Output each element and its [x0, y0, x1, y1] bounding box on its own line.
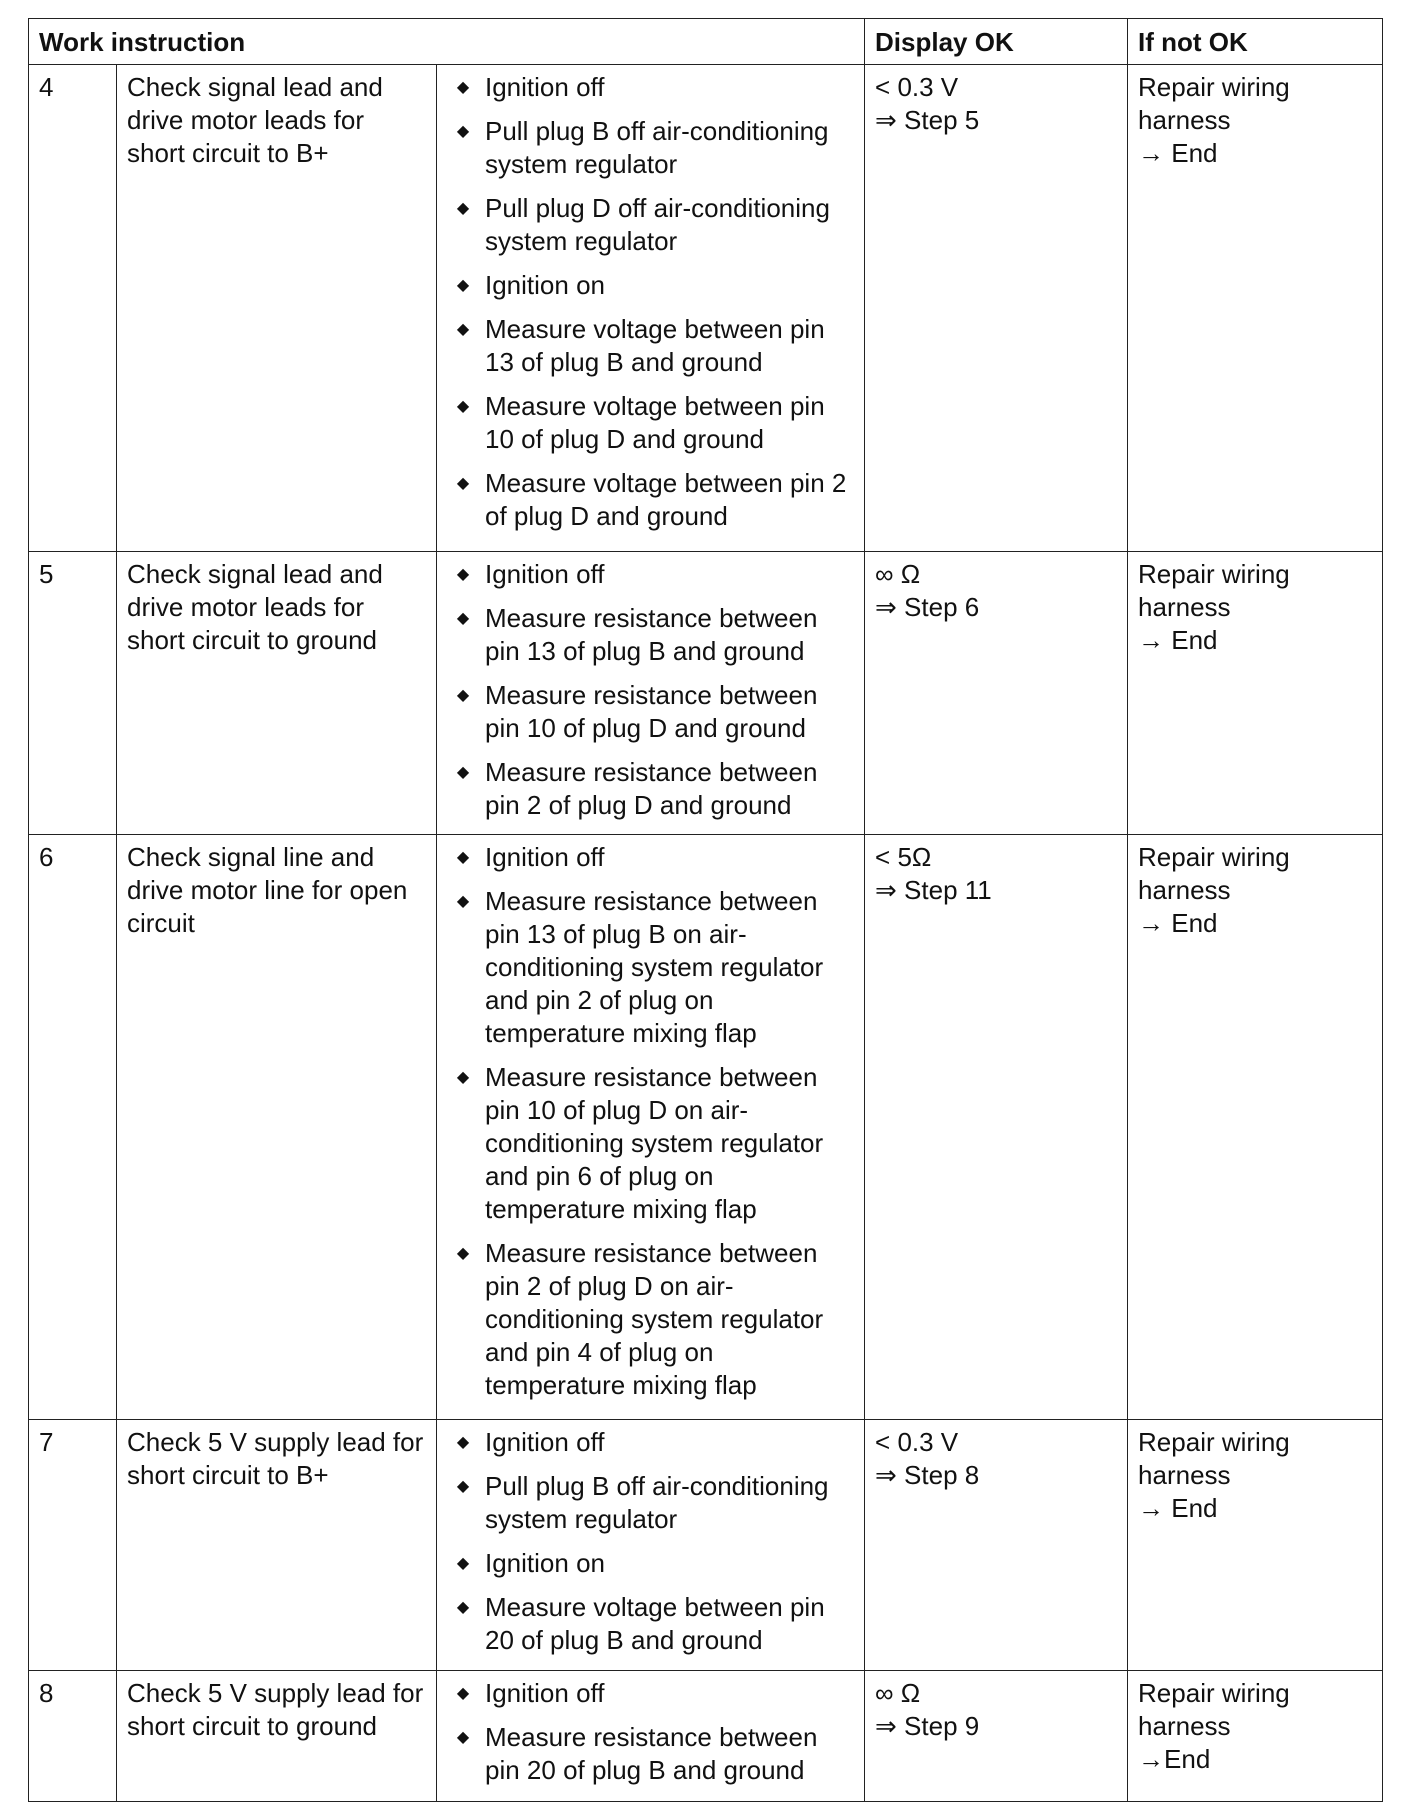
action-text: Pull plug B off air-conditioning system regulator [485, 116, 829, 179]
diamond-bullet-icon: ◆ [456, 849, 470, 866]
list-item [447, 602, 854, 668]
table-header-row [29, 19, 1383, 65]
action-text: Ignition off [485, 1427, 605, 1457]
list-item [447, 390, 854, 456]
if-not-ok-cell [1128, 1671, 1383, 1802]
header-display-ok: Display OK [865, 19, 1128, 65]
ok-next-step: ⇒ Step 8 [875, 1460, 980, 1490]
list-item [447, 1237, 854, 1402]
list-item [447, 679, 854, 745]
action-text: Ignition on [485, 270, 605, 300]
if-not-ok-cell [1128, 835, 1383, 1420]
list-item [447, 269, 854, 302]
ok-next-step: ⇒ Step 9 [875, 1711, 980, 1741]
action-text: Measure voltage between pin 2 of plug D and ground [485, 468, 847, 531]
action-list [447, 1426, 854, 1657]
diamond-bullet-icon: ◆ [456, 321, 470, 338]
diamond-bullet-icon: ◆ [456, 398, 470, 415]
step-description: Check 5 V supply lead for short circuit to B+ [117, 1420, 437, 1671]
action-list [447, 558, 854, 822]
list-item [447, 1547, 854, 1580]
not-ok-action: Repair wiring harness [1138, 559, 1290, 622]
action-text: Measure resistance between pin 20 of plug B and ground [485, 1722, 818, 1785]
table-body [29, 65, 1383, 1802]
step-description: Check signal lead and drive motor leads for short circuit to ground [117, 552, 437, 835]
step-description: Check signal lead and drive motor leads for short circuit to B+ [117, 65, 437, 552]
action-list [447, 841, 854, 1402]
not-ok-next: → End [1138, 625, 1218, 655]
display-ok-cell [865, 1671, 1128, 1802]
list-item [447, 71, 854, 104]
action-list [447, 1677, 854, 1787]
list-item [447, 558, 854, 591]
step-description: Check signal line and drive motor line for open circuit [117, 835, 437, 1420]
not-ok-action: Repair wiring harness [1138, 1427, 1290, 1490]
diamond-bullet-icon: ◆ [456, 1555, 470, 1572]
not-ok-next: → End [1138, 908, 1218, 938]
action-text: Pull plug B off air-conditioning system regulator [485, 1471, 829, 1534]
ok-value: ∞ Ω [875, 559, 921, 589]
list-item [447, 1426, 854, 1459]
diamond-bullet-icon: ◆ [456, 123, 470, 140]
list-item [447, 756, 854, 822]
action-text: Ignition off [485, 1678, 605, 1708]
not-ok-action: Repair wiring harness [1138, 1678, 1290, 1741]
diamond-bullet-icon: ◆ [456, 200, 470, 217]
table-row [29, 552, 1383, 835]
work-instruction-table [28, 18, 1383, 1802]
list-item [447, 1591, 854, 1657]
not-ok-next: → End [1138, 138, 1218, 168]
diamond-bullet-icon: ◆ [456, 1434, 470, 1451]
step-actions [437, 1420, 865, 1671]
action-text: Measure resistance between pin 2 of plug D and ground [485, 757, 818, 820]
ok-next-step: ⇒ Step 6 [875, 592, 980, 622]
action-text: Measure resistance between pin 13 of plug B on air-conditioning system regulator and pin 2 of plug on temperature mixing flap [485, 886, 824, 1048]
ok-next-step: ⇒ Step 5 [875, 105, 980, 135]
if-not-ok-cell [1128, 552, 1383, 835]
list-item [447, 467, 854, 533]
step-number: 7 [29, 1420, 117, 1671]
ok-next-step: ⇒ Step 11 [875, 875, 992, 905]
not-ok-action: Repair wiring harness [1138, 842, 1290, 905]
diamond-bullet-icon: ◆ [456, 79, 470, 96]
if-not-ok-cell [1128, 65, 1383, 552]
list-item [447, 1470, 854, 1536]
diamond-bullet-icon: ◆ [456, 1729, 470, 1746]
table-row [29, 65, 1383, 552]
diamond-bullet-icon: ◆ [456, 610, 470, 627]
action-text: Ignition off [485, 72, 605, 102]
display-ok-cell [865, 835, 1128, 1420]
not-ok-action: Repair wiring harness [1138, 72, 1290, 135]
diamond-bullet-icon: ◆ [456, 1069, 470, 1086]
display-ok-cell [865, 1420, 1128, 1671]
table-row [29, 835, 1383, 1420]
step-actions [437, 65, 865, 552]
step-number: 4 [29, 65, 117, 552]
step-number: 5 [29, 552, 117, 835]
diamond-bullet-icon: ◆ [456, 475, 470, 492]
diamond-bullet-icon: ◆ [456, 566, 470, 583]
diamond-bullet-icon: ◆ [456, 1478, 470, 1495]
list-item [447, 313, 854, 379]
not-ok-next: → End [1138, 1493, 1218, 1523]
action-text: Measure resistance between pin 10 of plug D and ground [485, 680, 818, 743]
display-ok-cell [865, 552, 1128, 835]
step-description: Check 5 V supply lead for short circuit to ground [117, 1671, 437, 1802]
list-item [447, 1677, 854, 1710]
table-row [29, 1420, 1383, 1671]
action-text: Measure resistance between pin 10 of plug D on air-conditioning system regulator and pin 6 of plug on temperature mixing flap [485, 1062, 824, 1224]
action-text: Measure voltage between pin 20 of plug B and ground [485, 1592, 825, 1655]
action-list [447, 71, 854, 533]
header-if-not-ok: If not OK [1128, 19, 1383, 65]
diamond-bullet-icon: ◆ [456, 893, 470, 910]
header-work-instruction: Work instruction [29, 19, 865, 65]
ok-value: ∞ Ω [875, 1678, 921, 1708]
step-actions [437, 1671, 865, 1802]
action-text: Pull plug D off air-conditioning system regulator [485, 193, 830, 256]
step-actions [437, 835, 865, 1420]
action-text: Measure resistance between pin 2 of plug D on air-conditioning system regulator and pin 4 of plug on temperature mixing flap [485, 1238, 824, 1400]
action-text: Ignition off [485, 559, 605, 589]
table-row [29, 1671, 1383, 1802]
list-item [447, 885, 854, 1050]
action-text: Ignition on [485, 1548, 605, 1578]
step-number: 8 [29, 1671, 117, 1802]
ok-value: < 0.3 V [875, 1427, 959, 1457]
diamond-bullet-icon: ◆ [456, 764, 470, 781]
diamond-bullet-icon: ◆ [456, 1685, 470, 1702]
diamond-bullet-icon: ◆ [456, 1599, 470, 1616]
if-not-ok-cell [1128, 1420, 1383, 1671]
step-actions [437, 552, 865, 835]
action-text: Measure voltage between pin 10 of plug D and ground [485, 391, 825, 454]
action-text: Measure resistance between pin 13 of plug B and ground [485, 603, 818, 666]
ok-value: < 0.3 V [875, 72, 959, 102]
list-item [447, 192, 854, 258]
list-item [447, 1721, 854, 1787]
diamond-bullet-icon: ◆ [456, 687, 470, 704]
display-ok-cell [865, 65, 1128, 552]
action-text: Measure voltage between pin 13 of plug B and ground [485, 314, 825, 377]
list-item [447, 115, 854, 181]
ok-value: < 5Ω [875, 842, 932, 872]
action-text: Ignition off [485, 842, 605, 872]
diamond-bullet-icon: ◆ [456, 1245, 470, 1262]
list-item [447, 1061, 854, 1226]
not-ok-next: →End [1138, 1744, 1211, 1774]
list-item [447, 841, 854, 874]
diamond-bullet-icon: ◆ [456, 277, 470, 294]
step-number: 6 [29, 835, 117, 1420]
